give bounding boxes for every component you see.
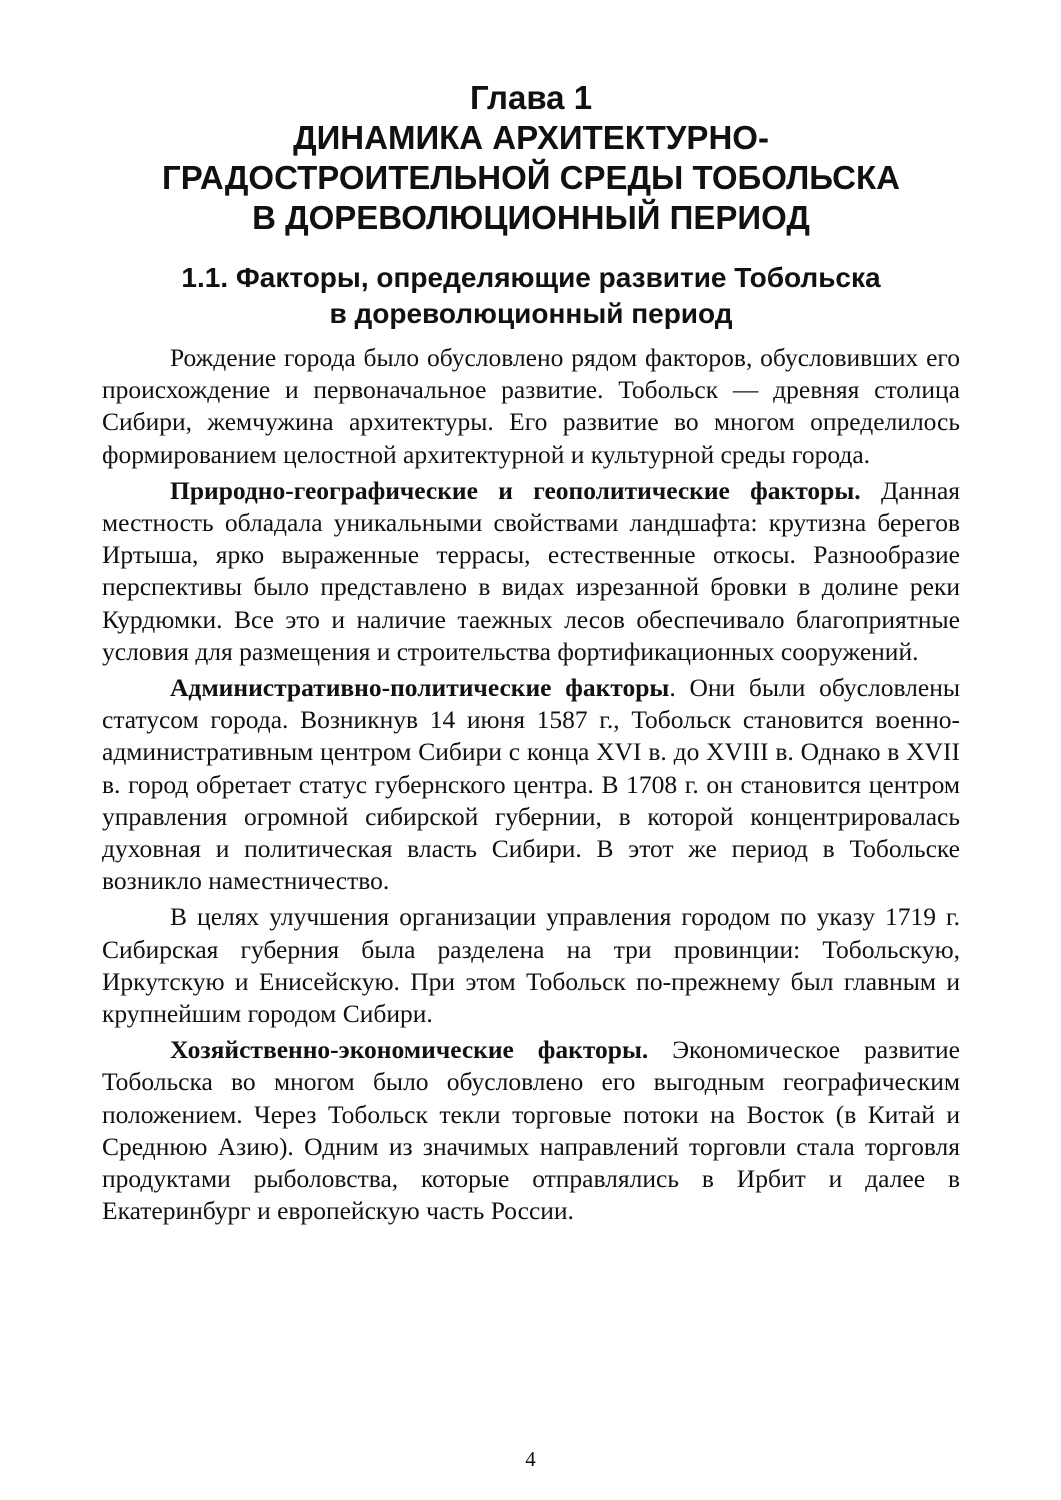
paragraph-text: Экономическое развитие Тобольска во многом было обусловлено его выгодным географическим положением. Через Тобольск текли торговые потоки на Восток (в Китай и Среднюю Азию). Одним из значимых направлений торговли стала торговля продуктами рыболовства, которые отправлялись в Ирбит и далее в Екатеринбург и европейскую часть России.	[102, 1035, 960, 1226]
paragraph-heading: Административно-политические факторы	[170, 673, 670, 703]
page-number: 4	[525, 1447, 536, 1471]
paragraph	[102, 672, 960, 897]
chapter-label: Глава 1	[469, 79, 593, 116]
document-page	[102, 78, 960, 1231]
chapter-title-line: ГРАДОСТРОИТЕЛЬНОЙ СРЕДЫ ТОБОЛЬСКА	[162, 159, 900, 196]
section-title	[102, 260, 960, 332]
chapter-title	[102, 118, 960, 238]
chapter-title-line: ДИНАМИКА АРХИТЕКТУРНО-	[293, 119, 769, 156]
paragraph-heading: Природно-географические и геополитические факторы.	[170, 475, 861, 505]
chapter-title-line: В ДОРЕВОЛЮЦИОННЫЙ ПЕРИОД	[252, 199, 810, 236]
paragraph-heading: Хозяйственно-экономические факторы.	[170, 1035, 649, 1065]
paragraph	[102, 342, 960, 471]
section-title-line: в дореволюционный период	[329, 298, 733, 329]
paragraph-text: Рождение города было обусловлено рядом факторов, обусловивших его происхождение и первоначальное развитие. Тобольск — древняя столица Сибири, жемчужина архитектуры. Его развитие во многом определилось формированием целостной архитектурной и культурной среды города.	[102, 343, 960, 469]
paragraph-text: Данная местность обладала уникальными свойствами ландшафта: крутизна берегов Иртыша, ярко выраженные террасы, естественные откосы. Разнообразие перспективы было представлено в видах изрезанной бровки в долине реки Курдюмки. Все это и наличие таежных лесов обеспечивало благоприятные условия для размещения и строительства фортификационных сооружений.	[102, 475, 960, 666]
paragraph-text: В целях улучшения организации управления городом по указу 1719 г. Сибирская губерния была разделена на три провинции: Тобольскую, Иркутскую и Енисейскую. При этом Тобольск по-прежнему был главным и крупнейшим городом Сибири.	[102, 902, 960, 1029]
paragraph-text: . Они были обусловлены статусом города. Возникнув 14 июня 1587 г., Тобольск становится военно-административным центром Сибири с конца XVI в. до XVIII в. Однако в XVII в. город обретает статус губернского центра. В 1708 г. он становится центром управления огромной сибирской губернии, в которой концентрировалась духовная и политическая власть Сибири. В этот же период в Тобольске возникло наместничество.	[102, 673, 960, 896]
section-title-line: 1.1. Факторы, определяющие развитие Тобольска	[181, 262, 881, 293]
paragraph	[102, 901, 960, 1030]
paragraph	[102, 1034, 960, 1227]
paragraph	[102, 475, 960, 668]
